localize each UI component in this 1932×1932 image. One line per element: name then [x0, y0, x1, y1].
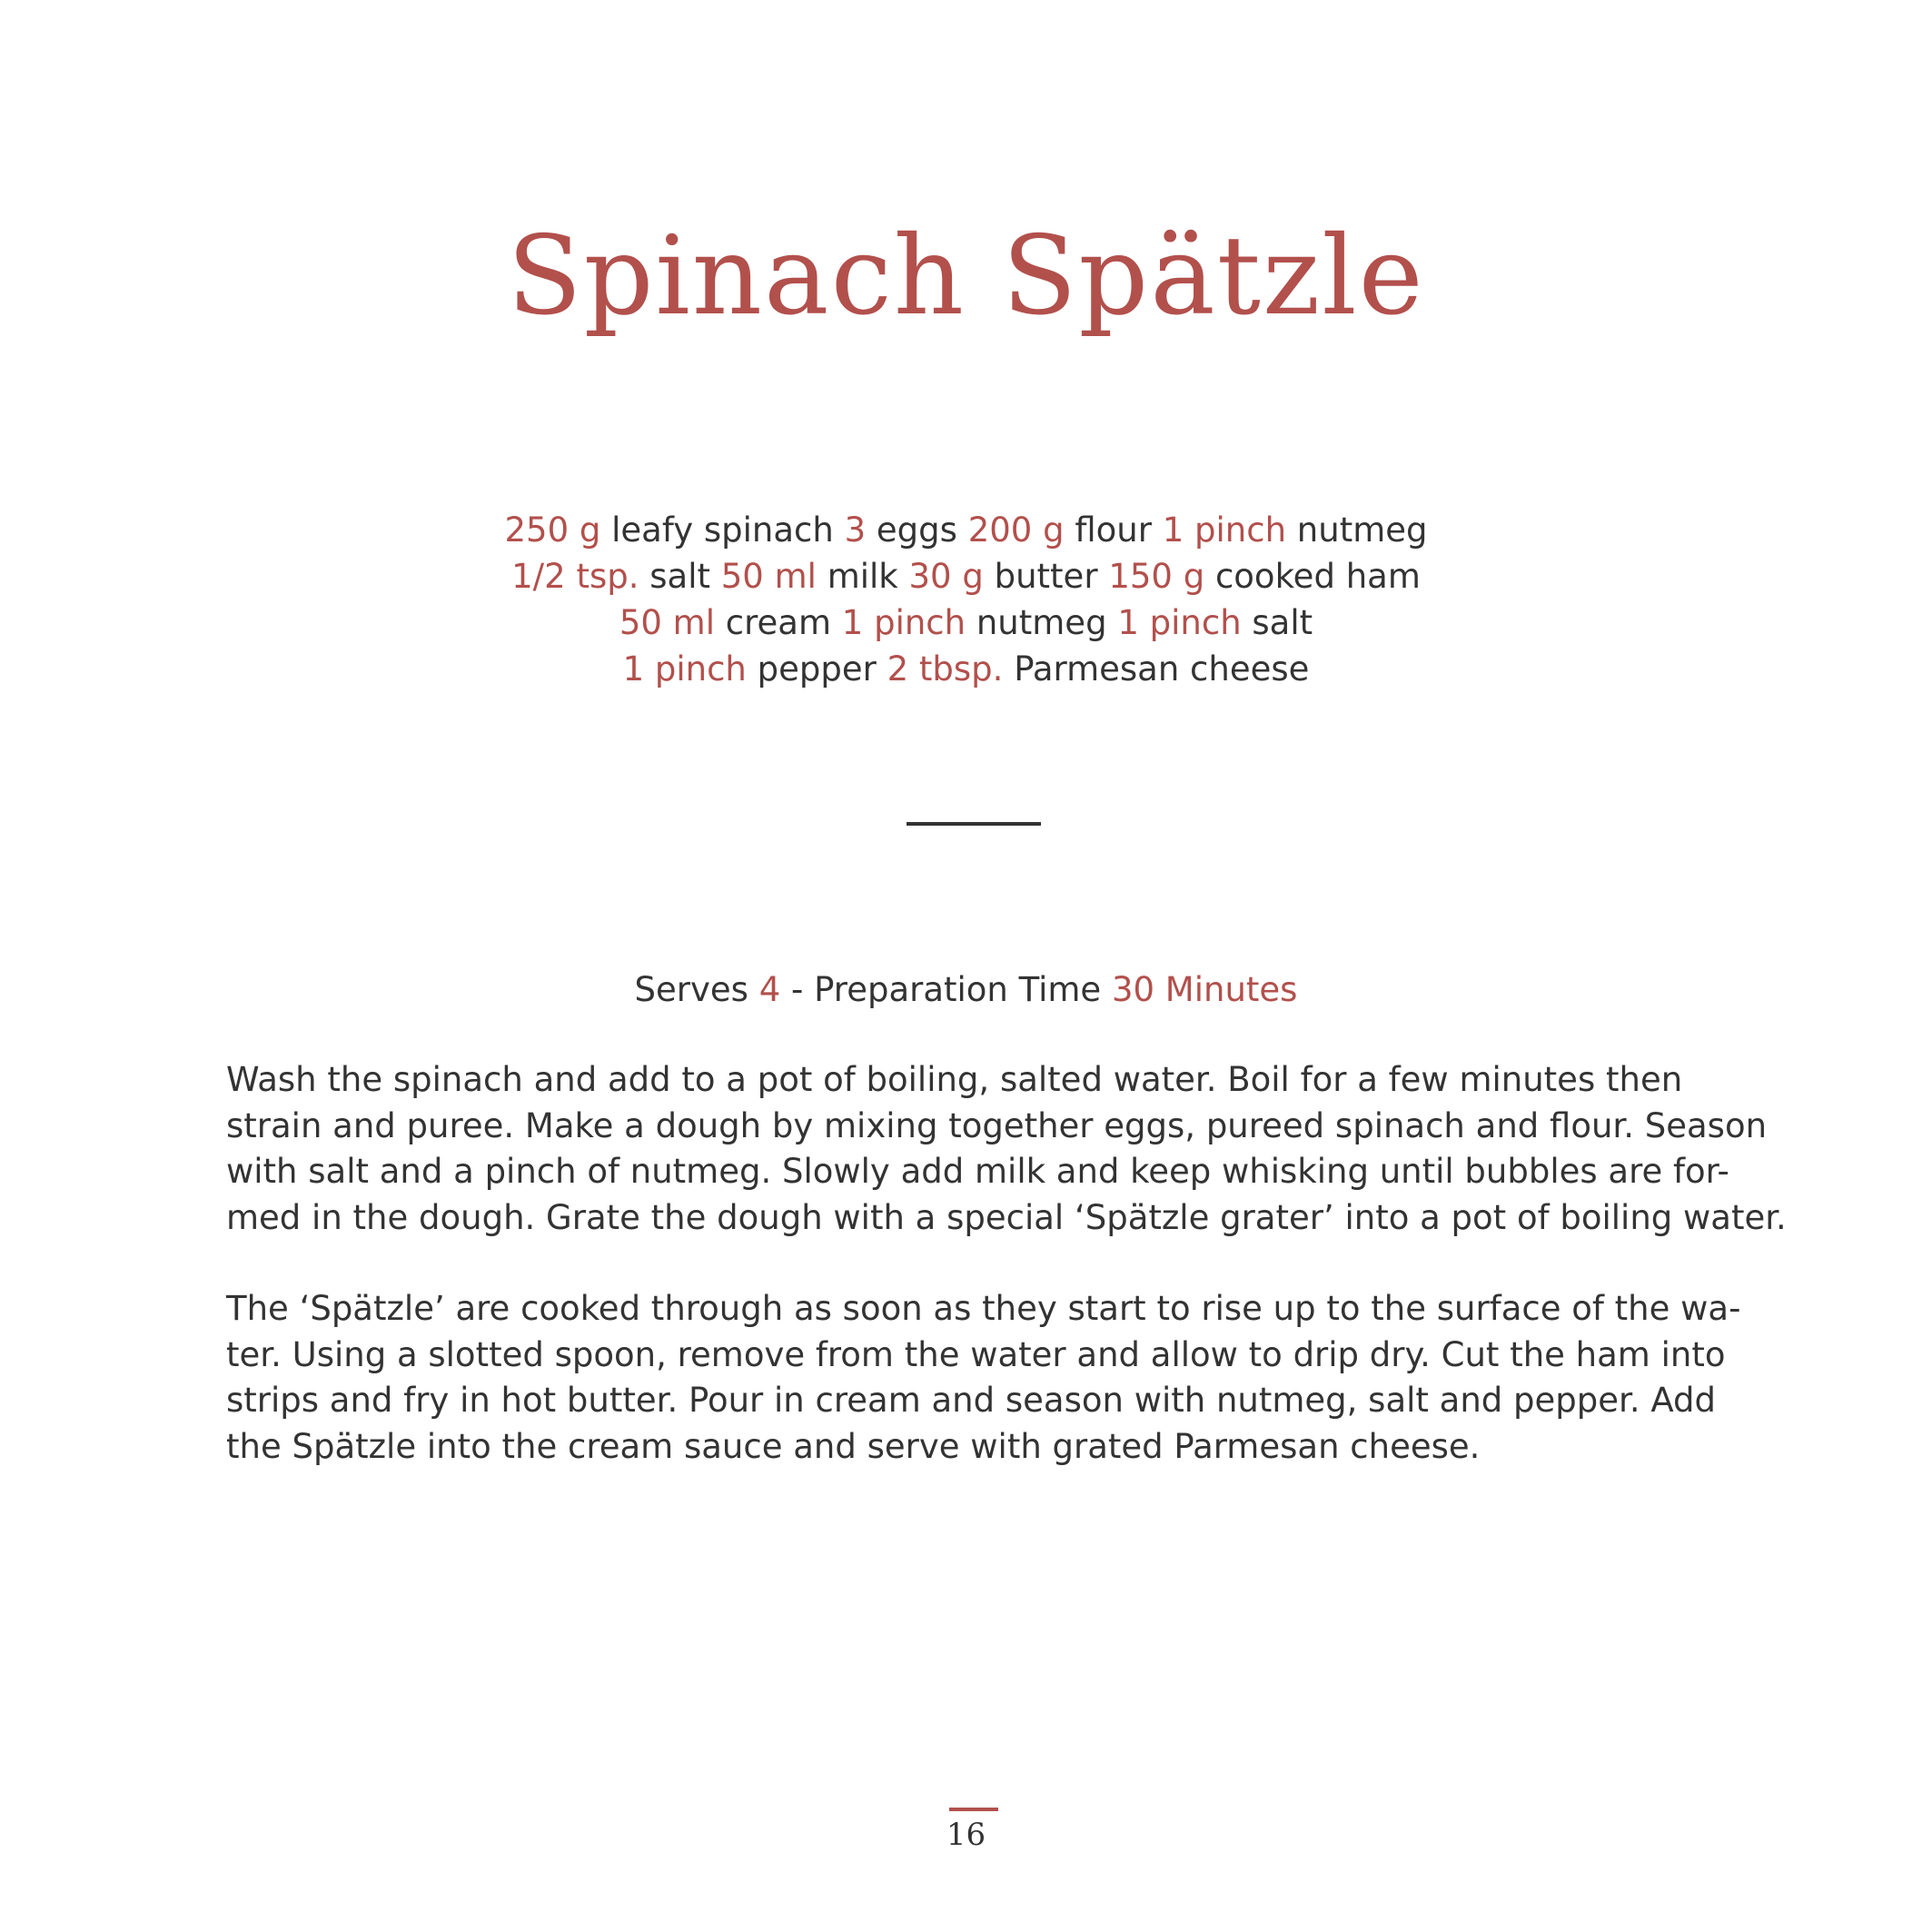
serves-label: Serves	[634, 970, 748, 1009]
instruction-line: Wash the spinach and add to a pot of boiling, salted water. Boil for a few minutes then	[226, 1060, 1683, 1099]
ingredient-name: cream	[725, 603, 832, 642]
ingredient-name: eggs	[876, 510, 957, 550]
ingredient-name: leafy spinach	[611, 510, 834, 550]
ingredient-amount: 1/2 tsp.	[511, 557, 639, 596]
instruction-line: strain and puree. Make a dough by mixing together eggs, pureed spinach and flour. Season	[226, 1105, 1768, 1145]
ingredient-amount: 30 g	[908, 557, 984, 596]
ingredient-line	[0, 646, 1932, 692]
ingredient-amount: 200 g	[967, 510, 1065, 550]
instruction-line: ter. Using a slotted spoon, remove from the water and allow to drip dry. Cut the ham into	[226, 1334, 1726, 1374]
ingredient-name: flour	[1075, 510, 1152, 550]
ingredient-name: milk	[827, 557, 898, 596]
page-title: Spinach Spätzle	[507, 213, 1425, 340]
ingredient-amount: 50 ml	[720, 557, 817, 596]
ingredient-amount: 50 ml	[619, 603, 716, 642]
prep-time-value: 30 Minutes	[1111, 970, 1298, 1009]
instruction-line: the Spätzle into the cream sauce and serve with grated Parmesan cheese.	[226, 1426, 1481, 1466]
ingredient-name: Parmesan cheese	[1014, 649, 1310, 689]
ingredient-amount: 1 pinch	[1117, 603, 1242, 642]
ingredient-name: salt	[1252, 603, 1313, 642]
ingredient-name: nutmeg	[1296, 510, 1428, 550]
page-number-rule	[949, 1808, 998, 1811]
ingredient-line	[0, 553, 1932, 599]
ingredient-amount: 1 pinch	[622, 649, 747, 689]
ingredient-amount: 1 pinch	[841, 603, 966, 642]
ingredient-amount: 2 tbsp.	[887, 649, 1004, 689]
ingredient-name: nutmeg	[976, 603, 1107, 642]
ingredient-line	[0, 507, 1932, 553]
ingredient-line	[0, 599, 1932, 646]
section-divider	[907, 822, 1041, 826]
ingredient-amount: 1 pinch	[1162, 510, 1287, 550]
instruction-line: The ‘Spätzle’ are cooked through as soon as they start to rise up to the surface of the wa-	[226, 1289, 1741, 1328]
ingredients-list	[0, 507, 1932, 692]
ingredient-amount: 150 g	[1108, 557, 1205, 596]
ingredient-name: salt	[649, 557, 710, 596]
ingredient-name: pepper	[757, 649, 877, 689]
instruction-line: strips and fry in hot butter. Pour in cream and season with nutmeg, salt and pepper. Add	[226, 1381, 1717, 1420]
ingredient-name: cooked ham	[1214, 557, 1421, 596]
prep-time-label: - Preparation Time	[791, 970, 1102, 1009]
serves-info	[0, 966, 1932, 1013]
instruction-line: med in the dough. Grate the dough with a special ‘Spätzle grater’ into a pot of boiling water.	[226, 1197, 1787, 1237]
serves-count: 4	[758, 970, 781, 1009]
ingredient-amount: 250 g	[504, 510, 601, 550]
page-number: 16	[946, 1817, 986, 1853]
instruction-paragraph	[226, 1057, 1787, 1241]
instruction-paragraph	[226, 1286, 1741, 1470]
instruction-line: with salt and a pinch of nutmeg. Slowly add milk and keep whisking until bubbles are for-	[226, 1152, 1729, 1191]
instructions	[226, 1057, 1787, 1515]
ingredient-amount: 3	[844, 510, 867, 550]
ingredient-name: butter	[994, 557, 1098, 596]
